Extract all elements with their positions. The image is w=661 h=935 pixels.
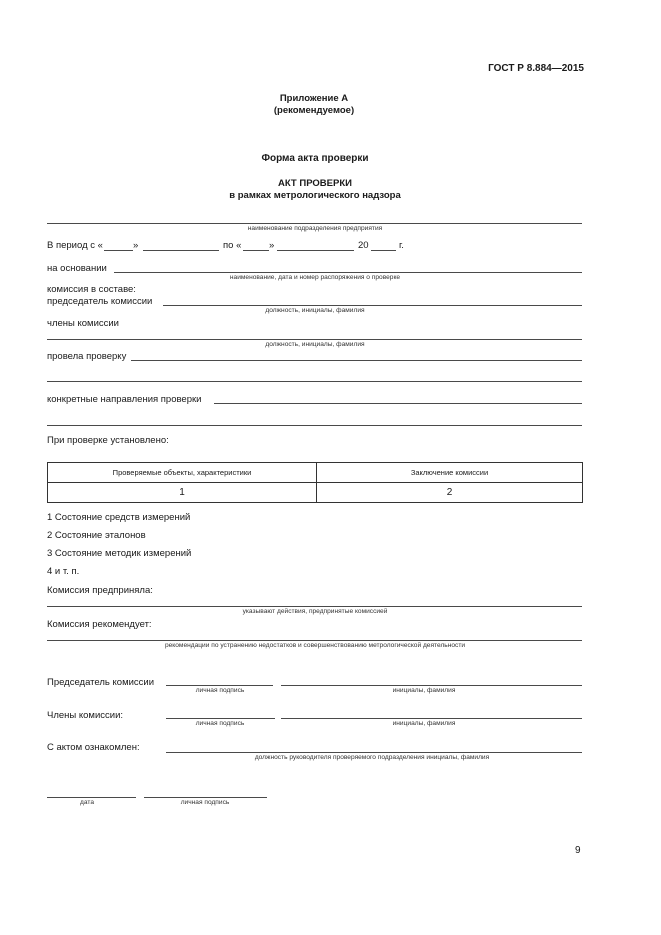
date-caption: дата [80,799,94,806]
sig-members-name-caption: инициалы, фамилия [392,720,456,727]
sig-members-name-line [281,718,582,719]
members-caption: должность, инициалы, фамилия [265,341,365,348]
chair-caption: должность, инициалы, фамилия [265,307,365,314]
period-po: по « [223,240,242,251]
final-signature-caption: личная подпись [180,799,230,806]
act-title: АКТ ПРОВЕРКИ [278,178,352,189]
accepted-caption: указывают действия, предпринятые комиссией [242,608,388,615]
accepted-label: Комиссия предприняла: [47,585,153,596]
established-label: При проверке установлено: [47,435,169,446]
directions-line [214,403,582,404]
list-item: 4 и т. п. [47,566,80,577]
recommends-caption: рекомендации по устранению недостатков и совершенствованию метрологической деятельности [164,642,466,649]
subdivision-line [47,223,582,224]
chair-line [163,305,582,306]
period-end-month-line [277,250,354,251]
directions-line-2 [47,425,582,426]
basis-label: на основании [47,263,107,274]
results-table [47,462,583,503]
familiar-line [166,752,582,753]
table-header-objects: Проверяемые объекты, характеристики [48,463,317,483]
basis-caption: наименование, дата и номер распоряжения о проверке [229,274,401,281]
table-header-conclusion: Заключение комиссии [317,463,583,483]
list-item: 3 Состояние методик измерений [47,548,192,559]
familiar-label: С актом ознакомлен: [47,742,140,753]
directions-label: конкретные направления проверки [47,394,202,405]
period-prefix: В период с « [47,240,103,251]
period-year: 20 [358,240,369,251]
conducted-label: провела проверку [47,351,127,362]
members-label: члены комиссии [47,318,119,329]
basis-line [114,272,582,273]
period-end-day-line [243,250,269,251]
standard-number: ГОСТ Р 8.884—2015 [488,63,584,74]
list-item: 1 Состояние средств измерений [47,512,191,523]
final-signature-line [144,797,267,798]
sig-members-signature-caption: личная подпись [195,720,245,727]
table-col-number-1: 1 [48,483,317,503]
sig-chair-name-line [281,685,582,686]
recommends-label: Комиссия рекомендует: [47,619,152,630]
period-g: г. [399,240,404,251]
sig-chair-signature-line [166,685,273,686]
sig-chair-label: Председатель комиссии [47,677,155,688]
members-line [47,339,582,340]
sig-members-label: Члены комиссии: [47,710,124,721]
date-line [47,797,136,798]
list-item: 2 Состояние эталонов [47,530,146,541]
period-start-day-line [104,250,133,251]
sig-members-signature-line [166,718,275,719]
table-col-number-2: 2 [317,483,583,503]
annex-subtitle: (рекомендуемое) [273,105,355,116]
sig-chair-name-caption: инициалы, фамилия [392,687,456,694]
conducted-line [131,360,582,361]
annex-title: Приложение А [279,93,349,104]
subdivision-caption: наименование подразделения предприятия [247,225,383,232]
period-start-month-line [143,250,219,251]
commission-label: комиссия в составе: [47,284,136,295]
chair-label: председатель комиссии [47,296,153,307]
period-close-quote-2: » [269,240,275,251]
form-title: Форма акта проверки [261,153,369,164]
page-number: 9 [575,845,581,856]
conducted-line-2 [47,381,582,382]
recommends-line [47,640,582,641]
act-subtitle: в рамках метрологического надзора [229,190,401,201]
period-year-line [371,250,396,251]
period-close-quote-1: » [133,240,139,251]
accepted-line [47,606,582,607]
sig-chair-signature-caption: личная подпись [195,687,245,694]
familiar-caption: должность руководителя проверяемого подразделения инициалы, фамилия [254,754,490,761]
